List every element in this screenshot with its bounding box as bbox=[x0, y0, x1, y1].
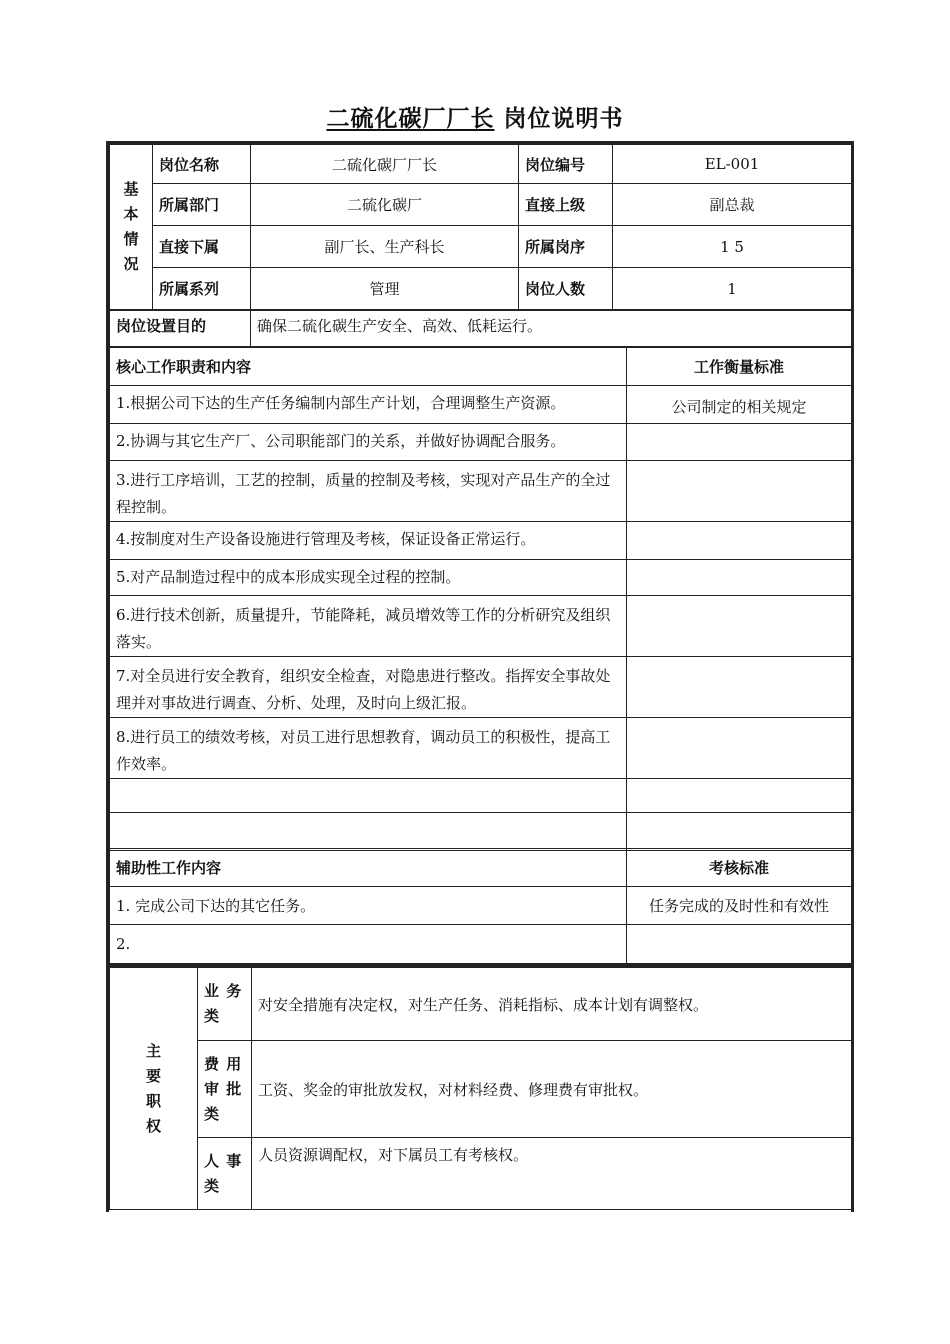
aux-item: 1. 完成公司下达的其它任务。 bbox=[110, 887, 627, 925]
authority-category: 费 用 审 批 类 bbox=[198, 1041, 252, 1138]
field-label: 直接上级 bbox=[519, 184, 613, 226]
authority-section-label: 主 要 职 权 bbox=[110, 968, 198, 1210]
aux-standard bbox=[627, 925, 852, 964]
field-label: 直接下属 bbox=[153, 226, 251, 268]
field-value: 二硫化碳厂 bbox=[251, 184, 519, 226]
aux-header: 辅助性工作内容 bbox=[110, 849, 627, 887]
authority-content: 工资、奖金的审批放发权，对材料经费、修理费有审批权。 bbox=[252, 1041, 852, 1138]
purpose-value: 确保二硫化碳生产安全、高效、低耗运行。 bbox=[251, 311, 852, 347]
aux-standard: 任务完成的及时性和有效性 bbox=[627, 887, 852, 925]
basic-info-table bbox=[109, 144, 852, 310]
authority-content: 对安全措施有决定权，对生产任务、消耗指标、成本计划有调整权。 bbox=[252, 968, 852, 1041]
duty-item bbox=[110, 779, 627, 813]
duty-item: 7.对全员进行安全教育，组织安全检查，对隐患进行整改。指挥安全事故处理并对事故进行调查、分析、处理，及时向上级汇报。 bbox=[110, 657, 627, 718]
duty-item: 4.按制度对生产设备设施进行管理及考核，保证设备正常运行。 bbox=[110, 522, 627, 560]
core-standard-header: 工作衡量标准 bbox=[627, 348, 852, 386]
duty-item: 3.进行工序培训，工艺的控制，质量的控制及考核，实现对产品生产的全过程控制。 bbox=[110, 461, 627, 522]
duty-standard bbox=[627, 461, 852, 522]
duty-standard: 公司制定的相关规定 bbox=[627, 386, 852, 424]
aux-duties-table bbox=[109, 848, 852, 964]
duty-standard bbox=[627, 560, 852, 596]
duty-standard bbox=[627, 779, 852, 813]
field-value: 1 bbox=[613, 268, 852, 310]
authority-category: 业 务 类 bbox=[198, 968, 252, 1041]
purpose-label: 岗位设置目的 bbox=[110, 311, 251, 347]
field-label: 所属部门 bbox=[153, 184, 251, 226]
field-label: 岗位名称 bbox=[153, 145, 251, 184]
duty-item: 2.协调与其它生产厂、公司职能部门的关系，并做好协调配合服务。 bbox=[110, 424, 627, 461]
field-value: 二硫化碳厂厂长 bbox=[251, 145, 519, 184]
document-title bbox=[0, 100, 950, 133]
field-value: 副厂长、生产科长 bbox=[251, 226, 519, 268]
duty-standard bbox=[627, 596, 852, 657]
field-value: 管理 bbox=[251, 268, 519, 310]
field-value: 副总裁 bbox=[613, 184, 852, 226]
field-label: 岗位人数 bbox=[519, 268, 613, 310]
purpose-table bbox=[109, 310, 852, 347]
duty-item bbox=[110, 813, 627, 851]
duty-item: 6.进行技术创新，质量提升，节能降耗，减员增效等工作的分析研究及组织落实。 bbox=[110, 596, 627, 657]
duty-item: 5.对产品制造过程中的成本形成实现全过程的控制。 bbox=[110, 560, 627, 596]
duty-item: 1.根据公司下达的生产任务编制内部生产计划，合理调整生产资源。 bbox=[110, 386, 627, 424]
aux-item: 2. bbox=[110, 925, 627, 964]
core-duties-table bbox=[109, 347, 852, 851]
duty-standard bbox=[627, 813, 852, 851]
field-label: 所属岗序 bbox=[519, 226, 613, 268]
aux-standard-header: 考核标准 bbox=[627, 849, 852, 887]
basic-section-label: 基 本 情 况 bbox=[110, 145, 153, 310]
authority-category: 人 事 类 bbox=[198, 1138, 252, 1210]
authority-content: 人员资源调配权，对下属员工有考核权。 bbox=[252, 1138, 852, 1210]
core-header: 核心工作职责和内容 bbox=[110, 348, 627, 386]
duty-standard bbox=[627, 522, 852, 560]
field-label: 岗位编号 bbox=[519, 145, 613, 184]
duty-standard bbox=[627, 657, 852, 718]
title-suffix: 岗位说明书 bbox=[503, 106, 624, 132]
field-label: 所属系列 bbox=[153, 268, 251, 310]
duty-standard bbox=[627, 718, 852, 779]
authority-table bbox=[109, 967, 852, 1210]
field-value: 1 5 bbox=[613, 226, 852, 268]
duty-item: 8.进行员工的绩效考核，对员工进行思想教育，调动员工的积极性，提高工作效率。 bbox=[110, 718, 627, 779]
field-value: EL-001 bbox=[613, 145, 852, 184]
title-position: 二硫化碳厂厂长 bbox=[326, 106, 495, 132]
duty-standard bbox=[627, 424, 852, 461]
